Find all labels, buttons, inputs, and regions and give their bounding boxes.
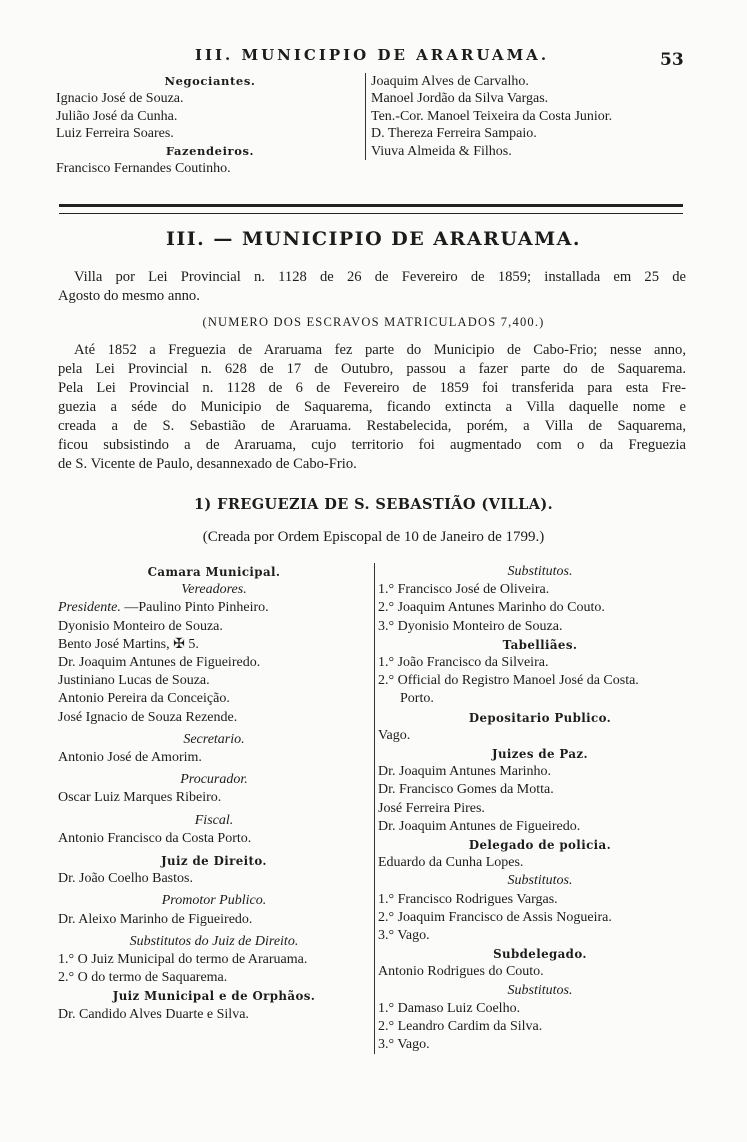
freguezia-title: 1) FREGUEZIA DE S. SEBASTIÃO (VILLA). <box>193 496 554 513</box>
paragraph-line: de S. Vicente de Paulo, desannexado de Cabo-Frio. <box>58 456 357 472</box>
list-item: Oscar Luiz Marques Ribeiro. <box>58 790 222 806</box>
list-item: Porto. <box>400 691 434 707</box>
running-head: III. MUNICIPIO DE ARARUAMA. <box>195 46 550 64</box>
list-item: Dyonisio Monteiro de Souza. <box>58 618 223 634</box>
vereadores-heading: Vereadores. <box>181 582 247 598</box>
list-item: 3.° Vago. <box>378 928 430 944</box>
list-item: Dr. Joaquim Antunes Marinho. <box>378 764 552 780</box>
presidente-name: —Paulino Pinto Pinheiro. <box>124 600 269 616</box>
juiz-municipal-heading: Juiz Municipal e de Orphãos. <box>112 989 316 1004</box>
procurador-heading: Procurador. <box>180 772 248 788</box>
list-item: Dr. Aleixo Marinho de Figueiredo. <box>58 911 253 927</box>
substitutos-heading: Substitutos. <box>507 564 573 579</box>
list-item: Bento José Martins, ✠ 5. <box>58 636 199 652</box>
list-item: 2.° Official do Registro Manoel José da Costa. <box>378 673 639 689</box>
presidente-line <box>58 599 370 617</box>
list-item: Joaquim Alves de Carvalho. <box>371 74 529 89</box>
list-item: 1.° João Francisco da Silveira. <box>378 655 549 671</box>
juizes-paz-heading: Juizes de Paz. <box>491 747 589 762</box>
list-item: 1.° Francisco José de Oliveira. <box>378 582 550 598</box>
list-item: 2.° Joaquim Antunes Marinho do Couto. <box>378 600 605 616</box>
paragraph-line: Pela Lei Provincial n. 1128 de 6 de Fevereiro de 1859 foi transferida para esta Fre- <box>58 380 686 396</box>
list-item: 2.° Joaquim Francisco de Assis Nogueira. <box>378 909 612 925</box>
list-item: 2.° O do termo de Saquarema. <box>58 970 228 986</box>
list-item: Ten.-Cor. Manoel Teixeira da Costa Junior. <box>371 108 613 124</box>
delegado-heading: Delegado de policia. <box>468 838 612 853</box>
list-item: Ignacio José de Souza. <box>56 91 184 107</box>
list-item: 1.° O Juiz Municipal do termo de Araruama. <box>58 952 308 968</box>
list-item: Francisco Fernandes Coutinho. <box>56 161 231 177</box>
paragraph-line: Villa por Lei Provincial n. 1128 de 26 de Fevereiro de 1859; installada em 25 de <box>74 269 686 285</box>
list-item: 3.° Dyonisio Monteiro de Souza. <box>378 618 563 634</box>
list-item: Viuva Almeida & Filhos. <box>371 143 512 159</box>
depositario-heading: Depositario Publico. <box>468 710 612 725</box>
list-item: Manoel Jordão da Silva Vargas. <box>371 91 549 107</box>
section-divider <box>59 204 683 214</box>
camara-heading: Camara Municipal. <box>147 565 281 579</box>
top-right-column <box>365 73 701 160</box>
right-column <box>374 563 702 1054</box>
list-item: Antonio Rodrigues do Couto. <box>378 964 544 980</box>
paragraph-line: Agosto do mesmo anno. <box>58 288 200 304</box>
paragraph-line: Até 1852 a Freguezia de Araruama fez parte do Municipio de Cabo-Frio; nesse anno, <box>74 342 686 358</box>
list-item: 2.° Leandro Cardim da Silva. <box>378 1019 543 1035</box>
list-item: 3.° Vago. <box>378 1037 430 1053</box>
section-title: III. — MUNICIPIO DE ARARUAMA. <box>166 228 581 250</box>
list-item: Dr. Joaquim Antunes de Figueiredo. <box>378 818 581 834</box>
page-number: 53 <box>660 50 684 70</box>
list-item: José Ignacio de Souza Rezende. <box>58 709 238 725</box>
history-paragraph <box>58 341 686 474</box>
paragraph-line: guezia a séde do Municipio de Saquarema, ficando extincta a Villa daquelle nome e <box>58 399 686 415</box>
list-item: D. Thereza Ferreira Sampaio. <box>371 126 537 142</box>
list-item: Dr. Joaquim Antunes de Figueiredo. <box>58 655 261 671</box>
list-item: Dr. Candido Alves Duarte e Silva. <box>58 1006 249 1022</box>
juiz-direito-heading: Juiz de Direito. <box>161 854 267 869</box>
subst-subdelegado-heading: Substitutos. <box>507 982 573 998</box>
fazendeiros-heading: Fazendeiros. <box>165 143 255 158</box>
negociantes-heading: Negociantes. <box>164 74 256 88</box>
fiscal-heading: Fiscal. <box>194 812 234 828</box>
list-item: 1.° Damaso Luiz Coelho. <box>378 1000 521 1016</box>
top-directory-block <box>56 73 696 185</box>
paragraph-line: ficou subsistindo a de Araruama, cujo territorio foi augmentado com o da Freguezia <box>58 437 686 453</box>
list-item: Vago. <box>378 727 411 743</box>
freguezia-subtitle: (Creada por Ordem Episcopal de 10 de Janeiro de 1799.) <box>202 529 545 545</box>
slaves-note: (NUMERO DOS ESCRAVOS MATRICULADOS 7,400.) <box>202 315 545 329</box>
paragraph-line: creada a de S. Sebastião de Araruama. Restabelecida, porém, a Villa de Saquarema, <box>58 418 686 434</box>
promotor-heading: Promotor Publico. <box>161 893 267 909</box>
list-item: José Ferreira Pires. <box>378 800 485 816</box>
secretario-heading: Secretario. <box>183 731 245 747</box>
list-item: Antonio José de Amorim. <box>58 750 202 766</box>
list-item: Dr. João Coelho Bastos. <box>58 871 193 887</box>
list-item: Justiniano Lucas de Souza. <box>58 673 210 689</box>
intro-paragraph <box>58 268 686 306</box>
presidente-label: Presidente. <box>58 600 121 616</box>
subst-juiz-heading: Substitutos do Juiz de Direito. <box>129 933 299 949</box>
subdelegado-heading: Subdelegado. <box>493 947 587 962</box>
list-item: Eduardo da Cunha Lopes. <box>378 855 524 871</box>
paragraph-line: pela Lei Provincial n. 628 de 17 de Outubro, passou a fazer parte do de Saquarema. <box>58 361 686 377</box>
officials-directory <box>58 563 698 1063</box>
list-item: Julião José da Cunha. <box>56 108 178 124</box>
list-item: Antonio Francisco da Costa Porto. <box>58 830 252 846</box>
list-item: 1.° Francisco Rodrigues Vargas. <box>378 891 558 907</box>
tabelliaes-heading: Tabelliães. <box>502 637 578 652</box>
list-item: Antonio Pereira da Conceição. <box>58 691 230 707</box>
list-item: Luiz Ferreira Soares. <box>56 126 174 142</box>
list-item: Dr. Francisco Gomes da Motta. <box>378 782 554 798</box>
top-left-column <box>56 73 364 177</box>
left-column <box>58 563 370 1024</box>
subst-delegado-heading: Substitutos. <box>507 873 573 889</box>
